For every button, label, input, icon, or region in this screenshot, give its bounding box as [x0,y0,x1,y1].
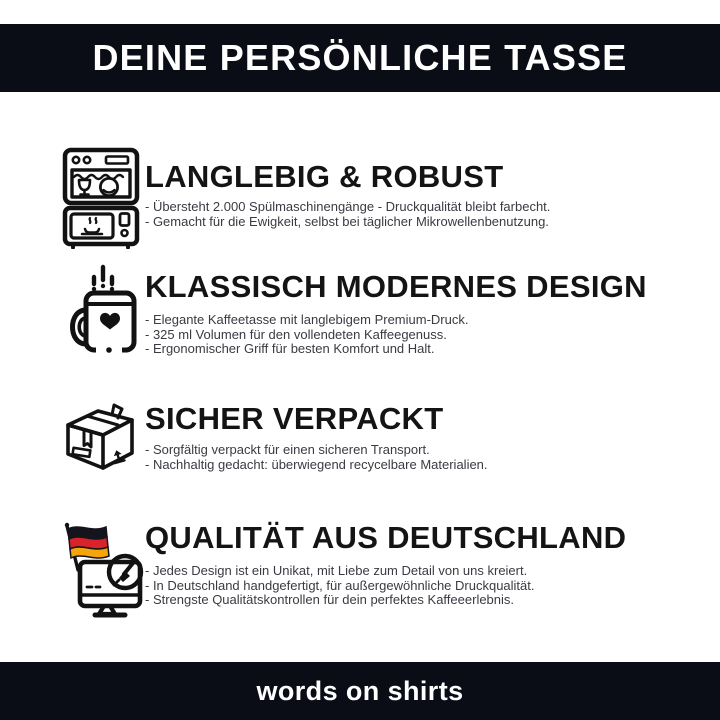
feature-quality [0,520,720,640]
page-title: DEINE PERSÖNLICHE TASSE [92,37,628,78]
header-bar [0,24,720,92]
brand-name: words on shirts [256,675,464,706]
bullet-line: - Ergonomischer Griff für besten Komfort und Halt. [145,341,435,357]
bullet-line: - Jedes Design ist ein Unikat, mit Liebe zum Detail von uns kreiert. [145,563,528,578]
bullet-line: - Übersteht 2.000 Spülmaschinengänge - Druckqualität bleibt farbecht. [145,199,551,214]
feature-design [0,263,720,383]
bullet-line: - In Deutschland handgefertigt, für außergewöhnliche Druckqualität. [145,577,535,593]
feature-durable [0,147,720,267]
feature-packaging [0,398,720,518]
bullet-line: - Gemacht für die Ewigkeit, selbst bei täglicher Mikrowellenbenutzung. [145,213,549,229]
bullet-line: - Elegante Kaffeetasse mit langlebigem Premium-Druck. [145,312,469,327]
feature-bullets [145,200,550,229]
feature-title: SICHER VERPACKT [145,401,444,436]
feature-bullets [145,313,468,357]
feature-bullets [145,443,488,472]
footer-bar [0,662,720,720]
bullet-line: - Nachhaltig gedacht: überwiegend recycelbare Materialien. [145,456,488,472]
design-made-in-germany-icon [54,520,146,625]
feature-title: KLASSISCH MODERNES DESIGN [145,269,647,304]
coffee-mug-icon [56,263,142,362]
feature-bullets [145,564,535,608]
bullet-line: - 325 ml Volumen für den vollendeten Kaffeegenuss. [145,326,447,342]
feature-title: LANGLEBIG & ROBUST [145,159,504,194]
feature-title: QUALITÄT AUS DEUTSCHLAND [145,520,627,555]
bullet-line: - Sorgfältig verpackt für einen sicheren Transport. [145,442,430,457]
dishwasher-microwave-icon [62,147,140,254]
shipping-box-icon [60,398,140,481]
bullet-line: - Strengste Qualitätskontrollen für dein perfektes Kaffeeerlebnis. [145,592,515,608]
